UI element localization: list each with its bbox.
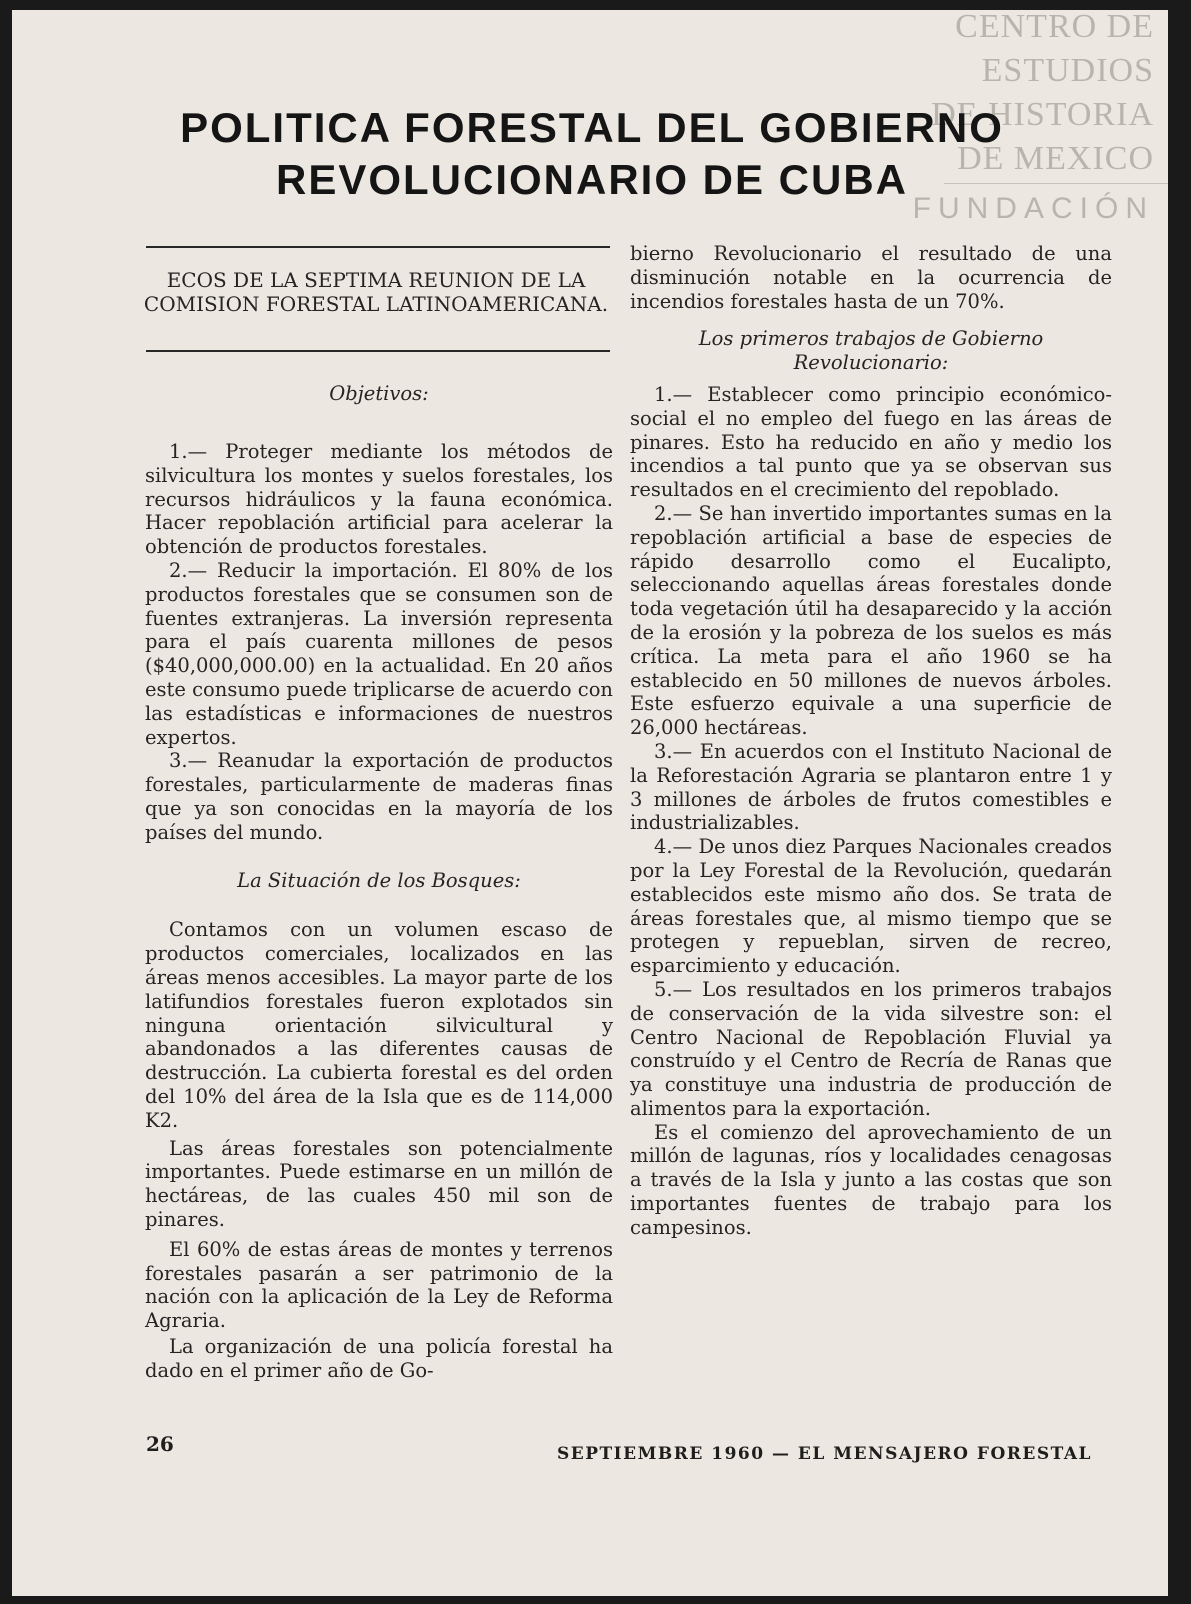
left-column: [145, 440, 613, 1382]
right-paragraph-2: 2.— Se han invertido importantes sumas en la repoblación artificial a base de especies de rápido desarrollo como el Eucalipto, seleccionando aquellas áreas forestales donde toda vegetación útil ha desaparecido y la acción de la erosión y la pobreza de los suelos es más crítica. La meta para el año 1960 se ha establecido en 50 millones de nuevos árboles. Este esfuerzo equivale a una superficie de 26,000 hectáreas.: [630, 501, 1112, 740]
left-paragraph-2: 2.— Reducir la importación. El 80% de los productos forestales que se consumen son de fuentes extranjeras. La inversión representa para el país cuarenta millones de pesos ($40,000,000.00) en la actualidad. En 20 años este consumo puede triplicarse de acuerdo con las estadísticas e informaciones de nuestros expertos.: [145, 558, 613, 749]
watermark-line-1: CENTRO DE: [955, 10, 1154, 45]
watermark-line-3: DE HISTORIA: [931, 96, 1154, 133]
page-number: 26: [146, 1432, 174, 1456]
objetivos-heading: Objetivos:: [329, 382, 429, 405]
left-paragraph-7: La organización de una policía forestal ha dado en el primer año de Go-: [145, 1334, 613, 1382]
page-title-line-1: POLITICA FORESTAL DEL GOBIERNO: [180, 104, 1004, 151]
right-paragraph-3: 3.— En acuerdos con el Instituto Nacional de la Reforestación Agraria se plantaron entre 1 y 3 millones de árboles de frutos comestibles e industrializables.: [630, 739, 1112, 835]
left-paragraph-3: 3.— Reanudar la exportación de productos forestales, particularmente de maderas finas que ya son conocidas en la mayoría de los países del mundo.: [145, 749, 613, 844]
left-paragraph-4: Contamos con un volumen escaso de productos comerciales, localizados en las áreas menos accesibles. La mayor parte de los latifundios forestales fueron explotados sin ninguna orientación silvicultural y abandonados a las diferentes causas de destrucción. La cubierta forestal es del orden del 10% del área de la Isla que es de 114,000 K2.: [145, 918, 613, 1132]
right-paragraph-0: bierno Revolucionario el resultado de una disminución notable en la ocurrencia de incendios forestales hasta de un 70%.: [630, 242, 1112, 313]
trabajos-heading-line-2: Revolucionario:: [793, 351, 949, 375]
right-paragraph-4: 4.— De unos diez Parques Nacionales creados por la Ley Forestal de la Revolución, quedarán establecidos este mismo año dos. Se trata de áreas forestales que, al mismo tiempo que se protegen y repueblan, sirven de recreo, esparcimiento y educación.: [630, 835, 1112, 978]
situacion-heading: La Situación de los Bosques:: [237, 868, 521, 892]
watermark-line-4: DE MEXICO: [957, 140, 1154, 177]
watermark-line-5: FUNDACIÓN: [912, 192, 1154, 225]
footer-issue: SEPTIEMBRE 1960 — EL MENSAJERO FORESTAL: [557, 1444, 1092, 1464]
heading-rule-top: [146, 246, 610, 248]
left-paragraph-6: El 60% de estas áreas de montes y terrenos forestales pasarán a ser patrimonio de la nación con la aplicación de la Ley de Reforma Agraria.: [145, 1237, 613, 1333]
section-heading: ECOS DE LA SEPTIMA REUNION DE LA COMISION FORESTAL LATINOAMERICANA.: [143, 268, 609, 316]
heading-rule-bottom: [146, 350, 610, 352]
right-paragraph-5: 5.— Los resultados en los primeros trabajos de conservación de la vida silvestre son: el Centro Nacional de Repoblación Fluvial ya construído y el Centro de Recría de Ranas que ya constituye una industria de producción de alimentos para la exportación.: [630, 977, 1112, 1120]
trabajos-heading-line-1: Los primeros trabajos de Gobierno: [698, 327, 1044, 351]
left-paragraph-5: Las áreas forestales son potencialmente importantes. Puede estimarse en un millón de hectáreas, de las cuales 450 mil son de pinares.: [145, 1136, 613, 1231]
right-paragraph-6: Es el comienzo del aprovechamiento de un millón de lagunas, ríos y localidades cenagosas a través de la Isla y junto a las costas que son importantes fuentes de trabajo para los campesinos.: [630, 1120, 1112, 1239]
watermark-line-2: ESTUDIOS: [981, 52, 1154, 89]
right-column: [630, 242, 1112, 1240]
page-title-line-2: REVOLUCIONARIO DE CUBA: [275, 156, 909, 203]
right-paragraph-1: 1.— Establecer como principio económico-social el no empleo del fuego en las áreas de pinares. Esto ha reducido en año y medio los incendios a tal punto que ya se observan sus resultados en el crecimiento del repoblado.: [630, 382, 1112, 502]
magazine-page: [12, 10, 1168, 1596]
left-paragraph-1: 1.— Proteger mediante los métodos de silvicultura los montes y suelos forestales, los recursos hidráulicos y la fauna económica. Hacer repoblación artificial para acelerar la obtención de productos forestales.: [145, 440, 613, 559]
